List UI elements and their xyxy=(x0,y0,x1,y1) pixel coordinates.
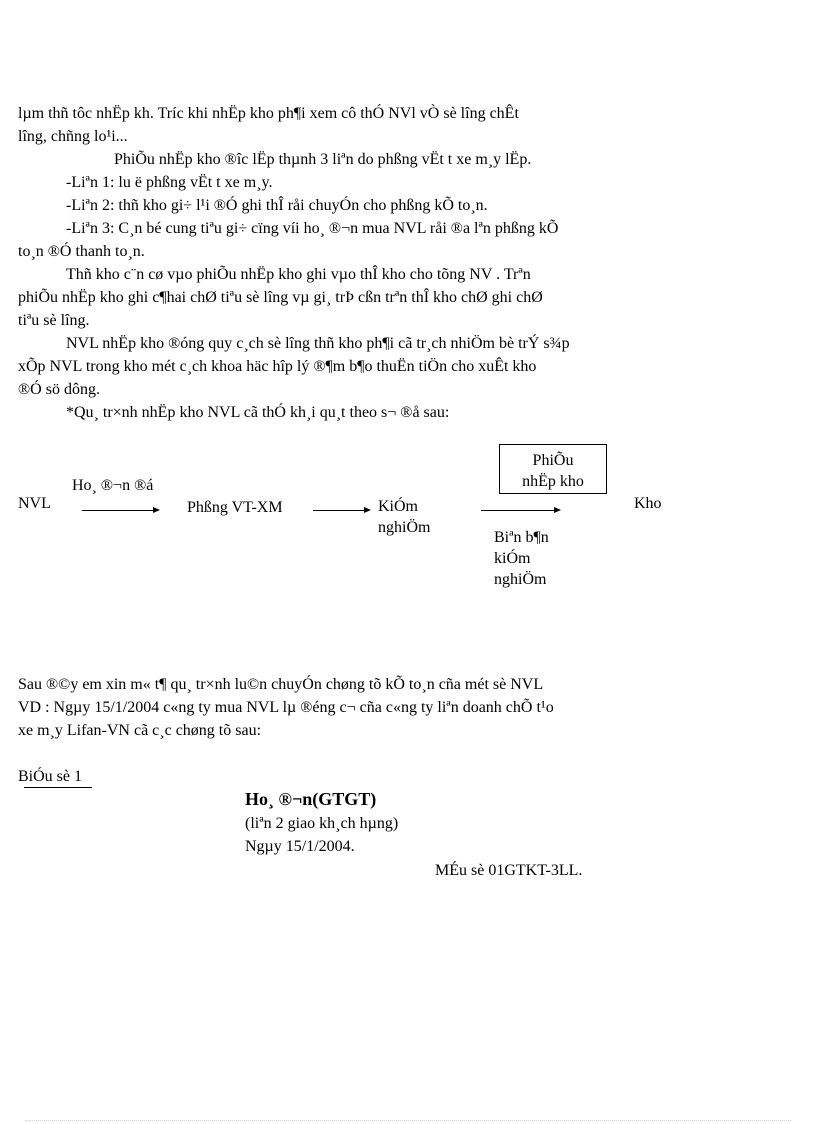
diagram-inspection-label: KiÓm nghiÖm xyxy=(378,498,431,536)
table-label: BiÓu sè 1 xyxy=(18,768,82,785)
body-line-2: lîng, chñng lo¹i... xyxy=(18,128,128,145)
table-label-underline xyxy=(24,787,92,788)
page-bottom-rule xyxy=(25,1120,791,1121)
body-line-8: Thñ kho c¨n cø vµo phiÕu nhËp kho ghi vµo thÎ kho cho tõng NV . Trªn xyxy=(66,266,531,283)
invoice-date: Ngµy 15/1/2004. xyxy=(245,838,355,855)
invoice-title: Ho¸ ®¬n(GTGT) xyxy=(245,789,377,809)
body2-line-3: xe m¸y Lifan-VN cã c¸c chøng tõ sau: xyxy=(18,722,262,739)
body-line-6: -Liªn 3: C¸n bé cung tiªu gi÷ cïng víi ho¸ ®¬n mua NVL råi ®a lªn phßng kÕ xyxy=(66,220,559,237)
body-line-4: -Liªn 1: lu ë phßng vËt t xe m¸y. xyxy=(66,174,273,191)
body-line-14: *Qu¸ tr×nh nhËp kho NVL cã thÓ kh¸i qu¸t theo s¬ ®å sau: xyxy=(66,404,450,421)
diagram-inspection-report: Biªn b¶n kiÓm nghiÖm xyxy=(494,529,549,588)
body-line-9: phiÕu nhËp kho ghi c¶hai chØ tiªu sè lîng vµ gi¸ trÞ cßn trªn thÎ kho chØ ghi chØ xyxy=(18,289,543,306)
diagram-arrow-1 xyxy=(82,510,158,511)
body-line-12: xÕp NVL trong kho mét c¸ch khoa häc hîp lý ®¶m b¶o thuËn tiÖn cho xuÊt kho xyxy=(18,358,537,375)
diagram-arrow-3 xyxy=(481,510,559,511)
body-line-10: tiªu sè lîng. xyxy=(18,312,90,329)
body2-line-2: VD : Ngµy 15/1/2004 c«ng ty mua NVL lµ ®éng c¬ cña c«ng ty liªn doanh chÕ t¹o xyxy=(18,699,554,716)
diagram-department-label: Phßng VT-XM xyxy=(187,499,283,516)
diagram-arrow-2 xyxy=(313,510,369,511)
diagram-nvl-label: NVL xyxy=(18,495,51,512)
body-line-7: to¸n ®Ó thanh to¸n. xyxy=(18,243,145,260)
body-line-5: -Liªn 2: thñ kho gi÷ l¹i ®Ó ghi thÎ råi chuyÓn cho phßng kÕ to¸n. xyxy=(66,197,488,214)
body2-line-1: Sau ®©y em xin m« t¶ qu¸ tr×nh lu©n chuyÓn chøng tõ kÕ to¸n cña mét sè NVL xyxy=(18,676,544,693)
body-line-3: PhiÕu nhËp kho ®îc lËp thµnh 3 liªn do phßng vËt t xe m¸y lËp. xyxy=(114,151,532,168)
body-line-1: lµm thñ tôc nhËp kh. Tríc khi nhËp kho ph¶i xem cô thÓ NVl vÒ sè lîng chÊt xyxy=(18,105,519,122)
body-line-13: ®Ó sö dông. xyxy=(18,381,100,398)
invoice-form-number: MÉu sè 01GTKT-3LL. xyxy=(435,862,583,879)
diagram-invoice-label: Ho¸ ®¬n ®á xyxy=(72,477,154,494)
diagram-warehouse-label: Kho xyxy=(634,495,662,512)
body-line-11: NVL nhËp kho ®óng quy c¸ch sè lîng thñ kho ph¶i cã tr¸ch nhiÖm bè trÝ s¾p xyxy=(66,335,570,352)
invoice-copy-note: (liªn 2 giao kh¸ch hµng) xyxy=(245,815,399,832)
diagram-receipt-box: PhiÕu nhËp kho xyxy=(499,444,607,494)
